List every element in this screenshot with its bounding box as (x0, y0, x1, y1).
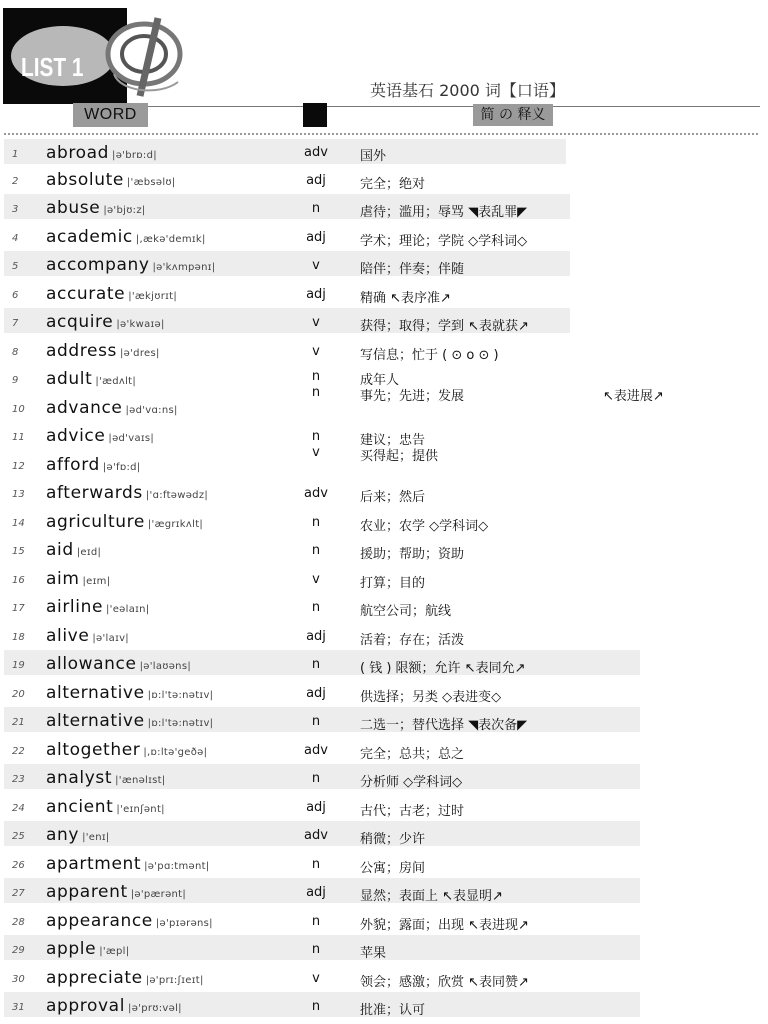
phonetic: |'enɪ| (82, 832, 110, 843)
definition: 二选一；替代选择 ◥表次备◤ (360, 718, 528, 733)
definition: 国外 (360, 149, 387, 164)
row-number: 14 (12, 518, 25, 529)
part-of-speech: adj (306, 629, 326, 644)
part-of-speech: adj (306, 800, 326, 815)
phonetic: |'ædʌlt| (95, 376, 137, 387)
headword-text: apparent (46, 882, 128, 902)
row-number: 27 (12, 888, 25, 899)
headword-text: absolute (46, 170, 124, 190)
headword-text: academic (46, 227, 133, 247)
page-title: 英语基石 2000 词【口语】 (370, 81, 565, 100)
phonetic: |ə'bjʊ:z| (103, 205, 146, 216)
row-number: 4 (12, 233, 19, 244)
definition: 陪伴；伴奏；伴随 (360, 262, 465, 277)
part-of-speech: adv (304, 486, 328, 501)
row-number: 19 (12, 660, 25, 671)
definition: 稍微；少许 (360, 832, 426, 847)
headword (46, 740, 207, 760)
row-number: 1 (12, 149, 19, 160)
headword-text: appreciate (46, 968, 143, 988)
part-of-speech: v (312, 971, 320, 986)
part-of-speech: n (311, 543, 321, 558)
logo-text: LIST 1 (21, 52, 84, 82)
headword-text: approval (46, 996, 126, 1016)
phonetic: |'eɪnʃənt| (116, 804, 165, 815)
definition: 完全；总共；总之 (360, 747, 465, 762)
headword (46, 882, 186, 902)
headword (46, 654, 191, 674)
headword-text: apartment (46, 854, 142, 874)
definition: 成年人 (360, 373, 400, 388)
phonetic: |ɒ:l'tə:nətɪv| (147, 718, 214, 729)
row-number: 12 (12, 461, 25, 472)
part-of-speech: n (311, 657, 321, 672)
headword-text: airline (46, 597, 104, 617)
definition: ( 钱 ) 限额；允许 ↖表同允↗ (360, 661, 526, 676)
phonetic: |eɪm| (82, 576, 111, 587)
part-of-speech: n (311, 600, 321, 615)
headword-text: advance (46, 398, 123, 418)
definition: 供选择；另类 ◇表进变◇ (360, 690, 502, 705)
row-number: 29 (12, 945, 25, 956)
headword-text: acquire (46, 312, 114, 332)
row-number: 24 (12, 803, 25, 814)
phonetic: |ə'fɒ:d| (102, 462, 141, 473)
definition: 农业；农学 ◇学科词◇ (360, 519, 489, 534)
phonetic: |ə'dres| (120, 348, 160, 359)
phonetic: |ə'laɪv| (92, 633, 129, 644)
headword-text: adult (46, 369, 93, 389)
headword (46, 825, 110, 845)
row-number: 11 (12, 432, 25, 443)
part-of-speech: n (311, 999, 321, 1014)
definition: 航空公司；航线 (360, 604, 452, 619)
definition: 古代；古老；过时 (360, 804, 465, 819)
phonetic: |ə'pɑ:tmənt| (144, 861, 210, 872)
headword-text: analyst (46, 768, 113, 788)
row-number: 31 (12, 1002, 25, 1013)
part-of-speech: n (311, 369, 321, 384)
definition: 分析师 ◇学科词◇ (360, 775, 463, 790)
part-of-speech: v (312, 445, 320, 460)
headword-text: aim (46, 569, 80, 589)
part-of-speech: v (312, 315, 320, 330)
row-number: 5 (12, 261, 19, 272)
definition: 事先；先进；发展 (360, 389, 465, 404)
definition: 完全；绝对 (360, 177, 426, 192)
phonetic: |ə'laʊəns| (139, 661, 192, 672)
phonetic: |əd'vɑ:ns| (125, 405, 178, 416)
definition: 打算；目的 (360, 576, 426, 591)
definition: 活着；存在；活泼 (360, 633, 465, 648)
headword (46, 198, 146, 218)
part-of-speech: n (311, 515, 321, 530)
row-number: 28 (12, 917, 25, 928)
part-of-speech: n (311, 714, 321, 729)
part-of-speech: adv (304, 743, 328, 758)
row-number: 20 (12, 689, 25, 700)
part-of-speech: adj (306, 287, 326, 302)
phonetic: |ɒ:l'tə:nətɪv| (147, 690, 214, 701)
phonetic: |ə'pærənt| (130, 889, 187, 900)
headword (46, 284, 177, 304)
headword (46, 854, 210, 874)
headword-text: altogether (46, 740, 141, 760)
part-of-speech: adj (306, 173, 326, 188)
definition: 建议；忠告 (360, 433, 426, 448)
headword (46, 768, 166, 788)
row-number: 7 (12, 318, 19, 329)
headword-text: address (46, 341, 117, 361)
definition: 苹果 (360, 946, 387, 961)
phonetic: |'ɑ:ftəwədz| (145, 490, 209, 501)
row-number: 30 (12, 974, 25, 985)
row-number: 9 (12, 375, 19, 386)
headword-text: aid (46, 540, 74, 560)
phonetic: |ə'kʌmpənɪ| (152, 262, 216, 273)
phonetic: |ə'prʊ:vəl| (128, 1003, 182, 1014)
phonetic: |əd'vaɪs| (108, 433, 155, 444)
headword-text: abroad (46, 143, 110, 163)
part-of-speech: n (311, 914, 321, 929)
headword (46, 996, 182, 1016)
headword (46, 968, 204, 988)
phonetic: |'ænəlɪst| (115, 775, 166, 786)
phonetic: |'eəlaɪn| (106, 604, 150, 615)
headword (46, 170, 176, 190)
row-number: 8 (12, 347, 19, 358)
headword (46, 711, 213, 731)
headword (46, 369, 136, 389)
phonetic: |ə'prɪ:ʃɪeɪt| (145, 975, 204, 986)
definition: 学术；理论；学院 ◇学科词◇ (360, 234, 528, 249)
headword (46, 683, 213, 703)
headword-text: agriculture (46, 512, 145, 532)
headword-text: afterwards (46, 483, 143, 503)
headword (46, 255, 215, 275)
headword-text: accurate (46, 284, 126, 304)
headword (46, 143, 157, 163)
headword (46, 341, 160, 361)
part-of-speech: n (311, 857, 321, 872)
definition-note: ↖表进展↗ (603, 389, 664, 404)
part-of-speech: n (311, 385, 321, 400)
headword-text: accompany (46, 255, 150, 275)
definition: 外貌；露面；出现 ↖表进现↗ (360, 918, 529, 933)
row-number: 2 (12, 176, 19, 187)
dotted-divider (4, 133, 758, 135)
part-of-speech: v (312, 572, 320, 587)
part-of-speech: adv (304, 145, 328, 160)
phonetic: |,ɒ:ltə'geðə| (143, 747, 208, 758)
part-of-speech: n (311, 201, 321, 216)
row-number: 10 (12, 404, 25, 415)
definition: 获得；取得；学到 ↖表就获↗ (360, 319, 529, 334)
row-number: 13 (12, 489, 25, 500)
headword (46, 540, 101, 560)
part-of-speech: adv (304, 828, 328, 843)
part-of-speech: adj (306, 885, 326, 900)
header-divider (124, 106, 760, 107)
headword-text: alternative (46, 683, 145, 703)
logo-emblem-icon (100, 12, 192, 100)
row-number: 6 (12, 290, 19, 301)
headword-text: ancient (46, 797, 114, 817)
phonetic: |'ækjʊrɪt| (128, 291, 178, 302)
headword (46, 626, 129, 646)
phonetic: |eɪd| (76, 547, 102, 558)
headword-text: apple (46, 939, 97, 959)
row-number: 16 (12, 575, 25, 586)
definition: 买得起；提供 (360, 449, 439, 464)
headword (46, 227, 206, 247)
part-of-speech: adj (306, 230, 326, 245)
phonetic: |ə'brɒ:d| (112, 150, 157, 161)
headword (46, 939, 129, 959)
row-number: 23 (12, 774, 25, 785)
headword (46, 312, 165, 332)
headword-text: alive (46, 626, 90, 646)
row-number: 18 (12, 632, 25, 643)
headword (46, 597, 149, 617)
part-of-speech: v (312, 344, 320, 359)
definition: 后来；然后 (360, 490, 426, 505)
headword (46, 483, 208, 503)
row-number: 15 (12, 546, 25, 557)
headword (46, 512, 203, 532)
part-of-speech: n (311, 429, 321, 444)
definition: 公寓；房间 (360, 861, 426, 876)
headword (46, 426, 154, 446)
phonetic: |,ækə'demɪk| (135, 234, 206, 245)
headword-text: afford (46, 455, 100, 475)
row-number: 21 (12, 717, 25, 728)
definition: 显然；表面上 ↖表显明↗ (360, 889, 503, 904)
headword-text: abuse (46, 198, 101, 218)
phonetic: |ə'pɪərəns| (155, 918, 213, 929)
definition: 批准；认可 (360, 1003, 426, 1018)
definition: 领会；感激；欣赏 ↖表同赞↗ (360, 975, 529, 990)
headword (46, 398, 178, 418)
row-number: 25 (12, 831, 25, 842)
phonetic: |'ægrɪkʌlt| (147, 519, 204, 530)
headword (46, 455, 141, 475)
headword (46, 569, 110, 589)
row-number: 22 (12, 746, 25, 757)
definition: 写信息；忙于 ( ⊙ o ⊙ ) (360, 348, 499, 363)
definition: 精确 ↖表序准↗ (360, 291, 451, 306)
row-number: 3 (12, 204, 19, 215)
phonetic: |ə'kwaɪə| (116, 319, 165, 330)
column-header-marker (303, 103, 327, 127)
part-of-speech: n (311, 942, 321, 957)
definition: 虐待；滥用；辱骂 ◥表乱罪◤ (360, 205, 528, 220)
phonetic: |'æpl| (99, 946, 130, 957)
row-number: 17 (12, 603, 25, 614)
part-of-speech: n (311, 771, 321, 786)
headword-text: advice (46, 426, 106, 446)
headword (46, 797, 165, 817)
column-header-definition: 简 の 释义 (473, 104, 553, 126)
column-header-word: WORD (73, 103, 148, 127)
phonetic: |'æbsəlʊ| (126, 177, 176, 188)
headword-text: appearance (46, 911, 153, 931)
row-number: 26 (12, 860, 25, 871)
headword-text: allowance (46, 654, 137, 674)
headword (46, 911, 213, 931)
part-of-speech: adj (306, 686, 326, 701)
definition: 援助；帮助；资助 (360, 547, 465, 562)
headword-text: alternative (46, 711, 145, 731)
headword-text: any (46, 825, 80, 845)
part-of-speech: v (312, 258, 320, 273)
